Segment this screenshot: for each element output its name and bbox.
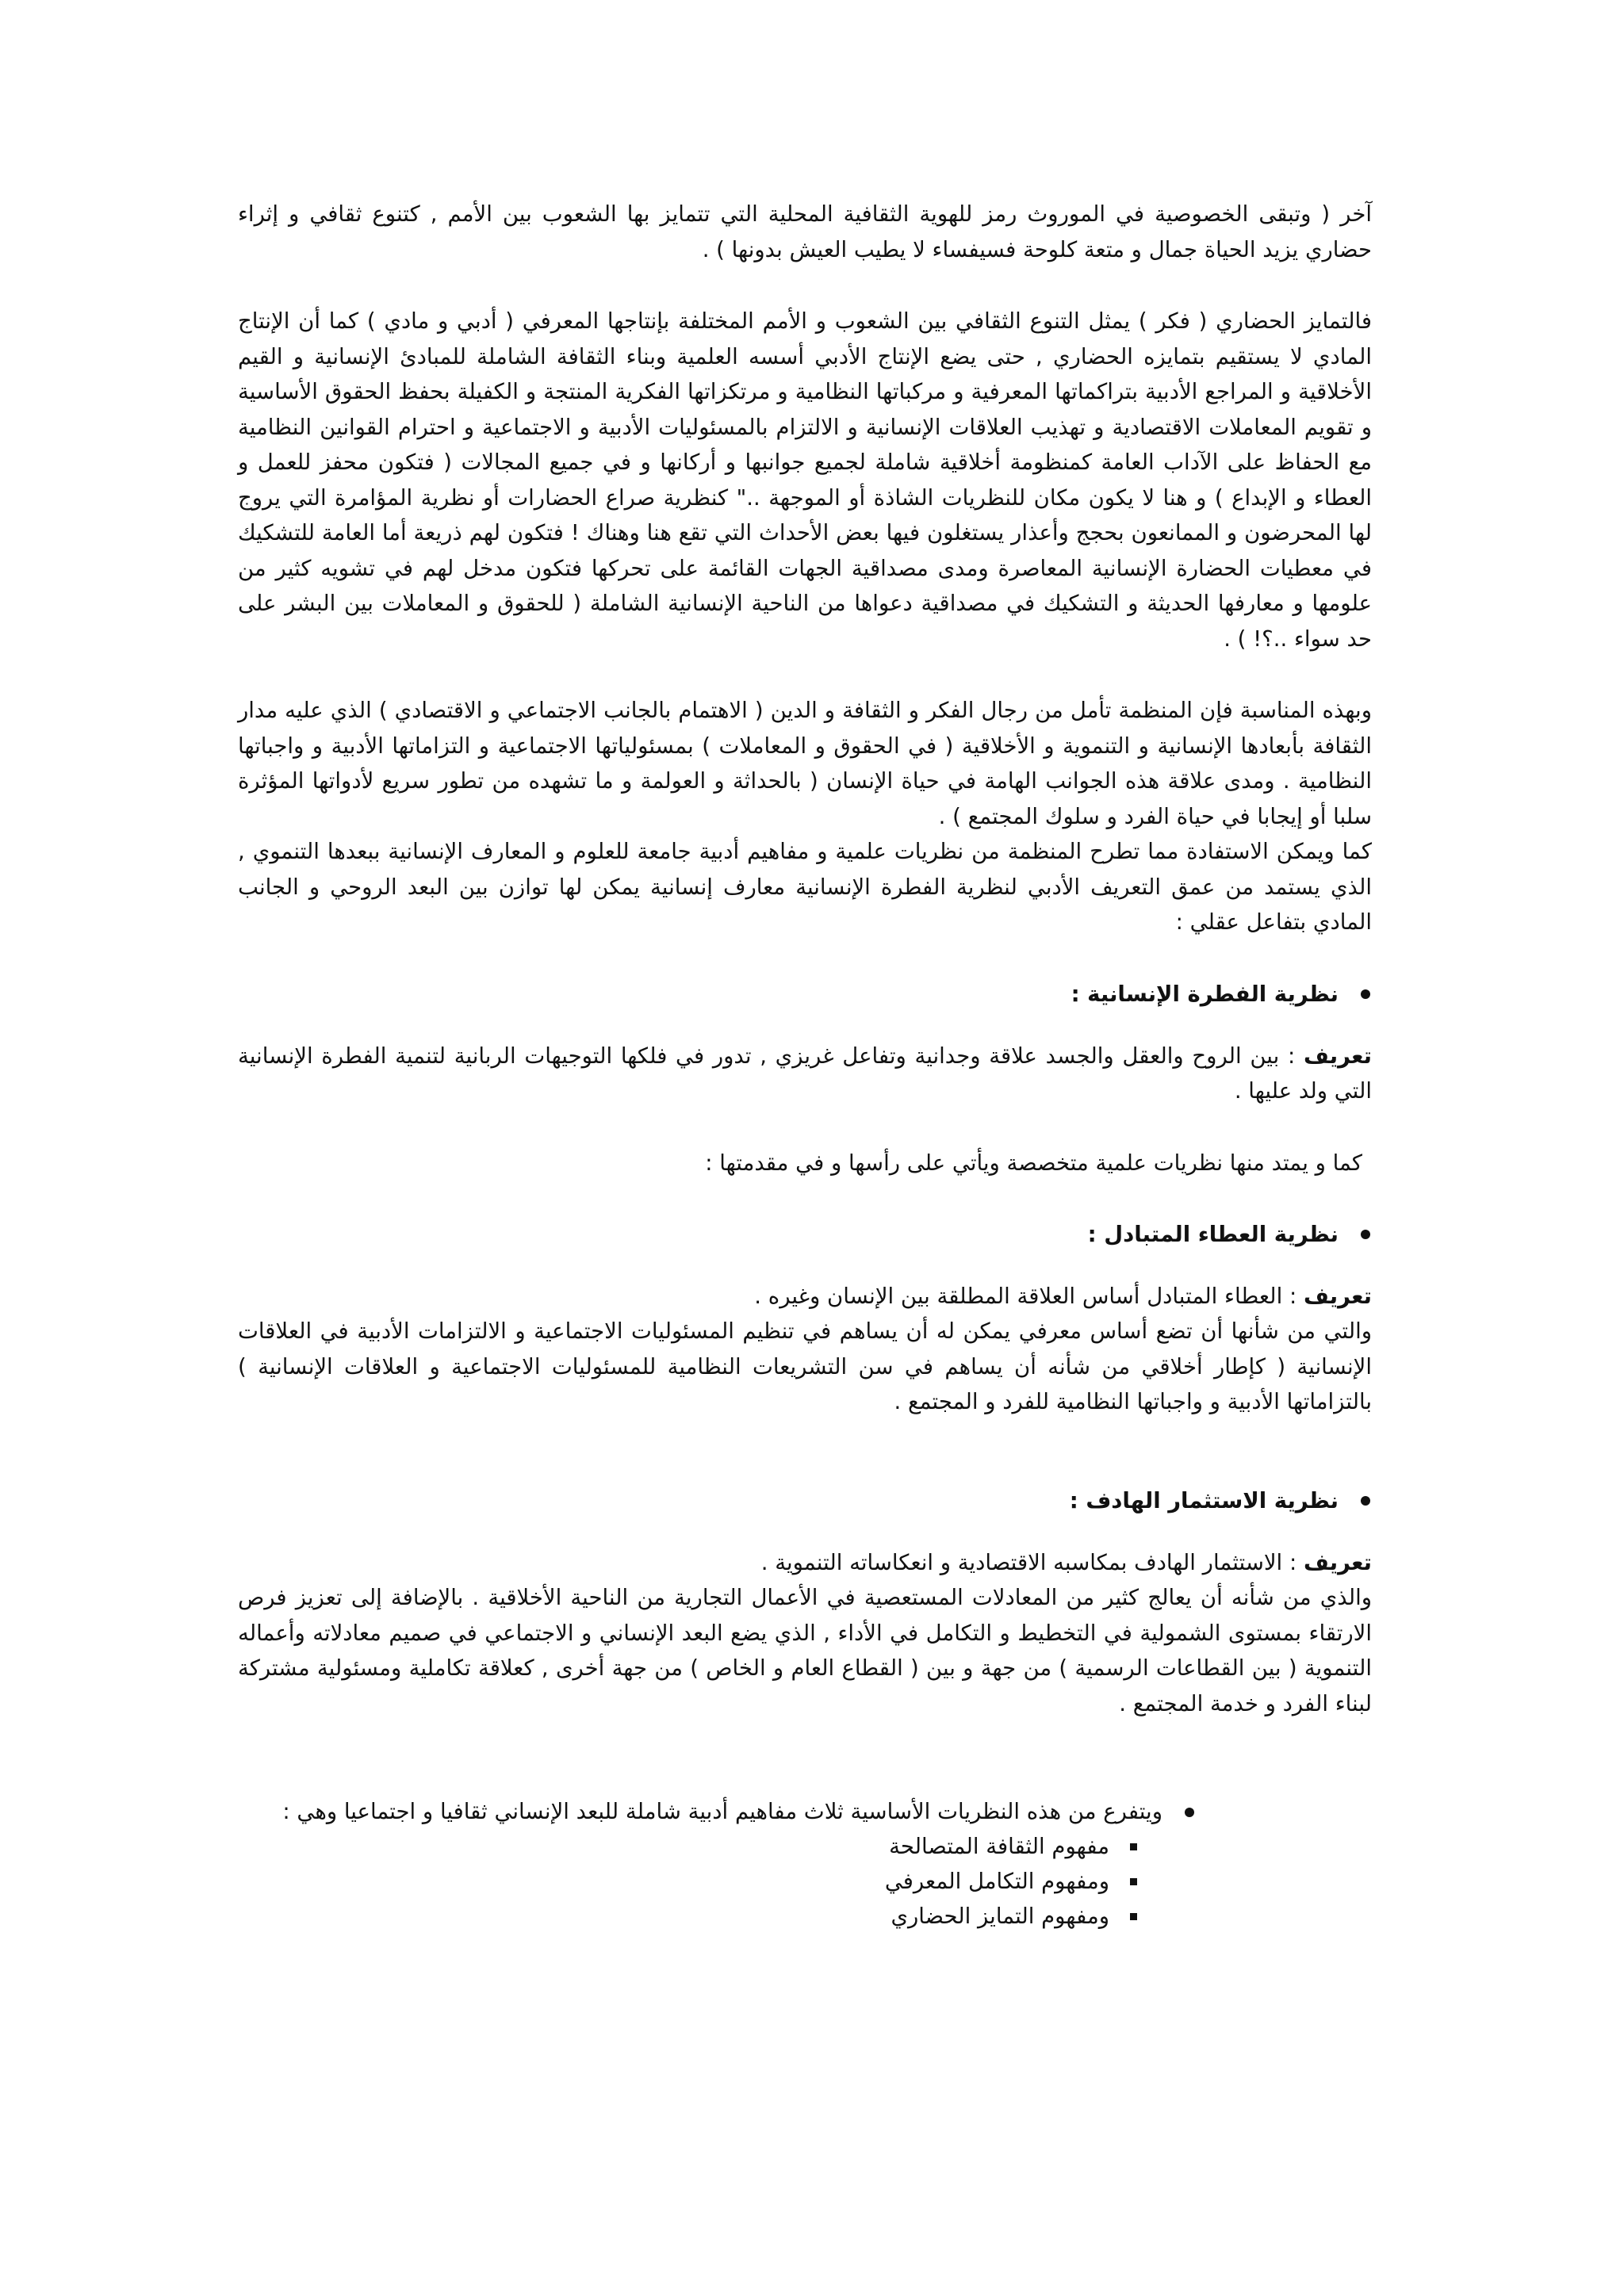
section-heading-mutual-giving — [238, 1217, 1370, 1252]
definition-mutual-giving — [238, 1279, 1372, 1314]
list-item-text: ومفهوم التكامل المعرفي — [884, 1869, 1109, 1894]
definition-purposeful-investment — [238, 1545, 1372, 1581]
section-heading-text: نظرية الاستثمار الهادف : — [1069, 1487, 1339, 1513]
definition-label: تعريف — [1303, 1283, 1372, 1309]
specialized-theories-intro: كما و يمتد منها نظريات علمية متخصصة ويأتي على رأسها و في مقدمتها : — [705, 1150, 1362, 1176]
section-heading-text: نظرية الفطرة الإنسانية : — [1071, 981, 1339, 1007]
spacer — [238, 1420, 1372, 1456]
list-item — [238, 1864, 1137, 1899]
spacer — [238, 267, 1372, 304]
paragraph-civilizational-distinction: فالتمايز الحضاري ( فكر ) يمثل التنوع الثقافي بين الشعوب و الأمم المختلفة بإنتاجها المعرفي ( أدبي و مادي ) كما أن الإنتاج المادي لا يستقيم بتمايزه الحضاري , حتى يضع الإنتاج الأدبي أسسه العلمية وبناء الثقافة الشاملة للمبادئ الإنسانية و القيم الأخلاقية و المراجع الأدبية بتراكماتها المعرفية و مركباتها النظامية و مرتكزاتها الفكرية المنتجة و الكفيلة بحفظ الحقوق الأساسية و تقويم المعاملات الاقتصادية و تهذيب العلاقات الإنسانية و الالتزام بالمسئوليات الأدبية و الاجتماعية و احترام القوانين النظامية مع الحفاظ على الآداب العامة كمنظومة أخلاقية شاملة لجميع جوانبها و أركانها و في جميع المجالات ( فتكون محفز للعمل و العطاء و الإبداع ) و هنا لا يكون مكان للنظريات الشاذة أو الموجهة .." كنظرية صراع الحضارات أو نظرية المؤامرة التي يروج لها المحرضون و الممانعون بحجج وأعذار يستغلون فيها بعض الأحداث التي تقع هنا وهناك ! فتكون لهم ذريعة أما العامة للتشكيك في معطيات الحضارة الإنسانية المعاصرة ومدى مصداقية الجهات القائمة على تحركها فتكون مدخل لهم في تشويه كثير من علومها و معارفها الحديثة و التشكيك في مصداقية دعواها من الناحية الإنسانية الشاملة ( للحقوق و المعاملات بين البشر على حد سواء ..؟! ) . — [238, 308, 1372, 652]
spacer — [238, 1012, 1372, 1039]
list-item-text: مفهوم الثقافة المتصالحة — [889, 1834, 1109, 1859]
bullet-icon — [1361, 1496, 1370, 1506]
definition-text: : بين الروح والعقل والجسد علاقة وجدانية وتفاعل غريزي , تدور في فلكها التوجيهات الربانية لتنمية الفطرة الإنسانية التي ولد عليها . — [238, 1043, 1372, 1104]
paragraph-benefit-theories: كما ويمكن الاستفادة مما تطرح المنظمة من نظريات علمية و مفاهيم أدبية جامعة للعلوم و المعارف الإنسانية ببعدها التنموي , الذي يستمد من عمق التعريف الأدبي لنظرية الفطرة الإنسانية معارف إنسانية يمكن لها توازن بين البعد الروحي و الجانب المادي بتفاعل عقلي : — [238, 839, 1372, 935]
spacer — [238, 1456, 1372, 1483]
paragraph-organization-hope: وبهذه المناسبة فإن المنظمة تأمل من رجال الفكر و الثقافة و الدين ( الاهتمام بالجانب الاجتماعي و الاقتصادي ) الذي عليه مدار الثقافة بأبعادها الإنسانية و التنموية و الأخلاقية ( في الحقوق و المعاملات ) بمسئولياتها الاجتماعية و التزاماتها الأدبية و واجباتها النظامية . ومدى علاقة هذه الجوانب الهامة في حياة الإنسان ( بالحداثة و العولمة و ما تشهده من تطور سريع لأدواتها المؤثرة سلبا أو إيجابا في حياة الفرد و سلوك المجتمع ) . — [238, 698, 1372, 829]
list-item — [238, 1899, 1137, 1934]
concepts-intro — [238, 1794, 1194, 1829]
definition-label: تعريف — [1303, 1549, 1372, 1575]
section-heading-human-nature — [238, 977, 1370, 1012]
square-bullet-icon — [1130, 1878, 1137, 1885]
spacer — [238, 1721, 1372, 1758]
concepts-intro-text: ويتفرع من هذه النظريات الأساسية ثلاث مفاهيم أدبية شاملة للبعد الإنساني ثقافيا و اجتماعيا وهي : — [282, 1799, 1162, 1824]
paragraph-intro-heritage: آخر ( وتبقى الخصوصية في الموروث رمز للهوية الثقافية المحلية التي تتمايز بها الشعوب بين الأمم , كتنوع ثقافي و إثراء حضاري يزيد الحياة جمال و متعة كلوحة فسيفساء لا يطيب العيش بدونها ) . — [238, 201, 1372, 262]
spacer — [238, 656, 1372, 693]
definition-human-nature — [238, 1039, 1372, 1109]
document-page — [238, 197, 1372, 1934]
spacer — [238, 940, 1372, 977]
concepts-list — [238, 1829, 1194, 1934]
spacer — [238, 1252, 1372, 1279]
bullet-icon — [1361, 989, 1370, 999]
body-mutual-giving: والتي من شأنها أن تضع أساس معرفي يمكن له أن يساهم في تنظيم المسئوليات الاجتماعية و الالتزامات الأدبية في العلاقات الإنسانية ( كإطار أخلاقي من شأنه أن يساهم في سن التشريعات النظامية للمسئوليات الاجتماعية و العلاقات الإنسانية ) بالتزاماتها الأدبية و واجباتها النظامية للفرد و المجتمع . — [238, 1318, 1372, 1414]
spacer — [238, 1109, 1372, 1146]
definition-text: : العطاء المتبادل أساس العلاقة المطلقة بين الإنسان وغيره . — [754, 1283, 1304, 1309]
spacer — [238, 1518, 1372, 1545]
definition-label: تعريف — [1303, 1043, 1372, 1069]
section-heading-text: نظرية العطاء المتبادل : — [1087, 1221, 1339, 1247]
concepts-block — [238, 1794, 1372, 1934]
body-purposeful-investment: والذي من شأنه أن يعالج كثير من المعادلات المستعصية في الأعمال التجارية من الناحية الأخلاقية . بالإضافة إلى تعزيز فرص الارتقاء بمستوى الشمولية في التخطيط و التكامل في الأداء , الذي يضع البعد الإنساني و الاجتماعي في صميم معادلاته وأعماله التنموية ( بين القطاعات الرسمية ) من جهة و بين ( القطاع العام و الخاص ) من جهة أخرى , كعلاقة تكاملية ومسئولية مشتركة لبناء الفرد و خدمة المجتمع . — [238, 1585, 1372, 1716]
definition-text: : الاستثمار الهادف بمكاسبه الاقتصادية و انعكاساته التنموية . — [760, 1549, 1304, 1575]
bullet-icon — [1361, 1230, 1370, 1239]
square-bullet-icon — [1130, 1913, 1137, 1920]
spacer — [238, 1181, 1372, 1217]
square-bullet-icon — [1130, 1843, 1137, 1850]
section-heading-purposeful-investment — [238, 1483, 1370, 1518]
list-item-text: ومفهوم التمايز الحضاري — [891, 1904, 1109, 1929]
list-item — [238, 1829, 1137, 1864]
bullet-icon — [1185, 1808, 1194, 1817]
spacer — [238, 1758, 1372, 1794]
